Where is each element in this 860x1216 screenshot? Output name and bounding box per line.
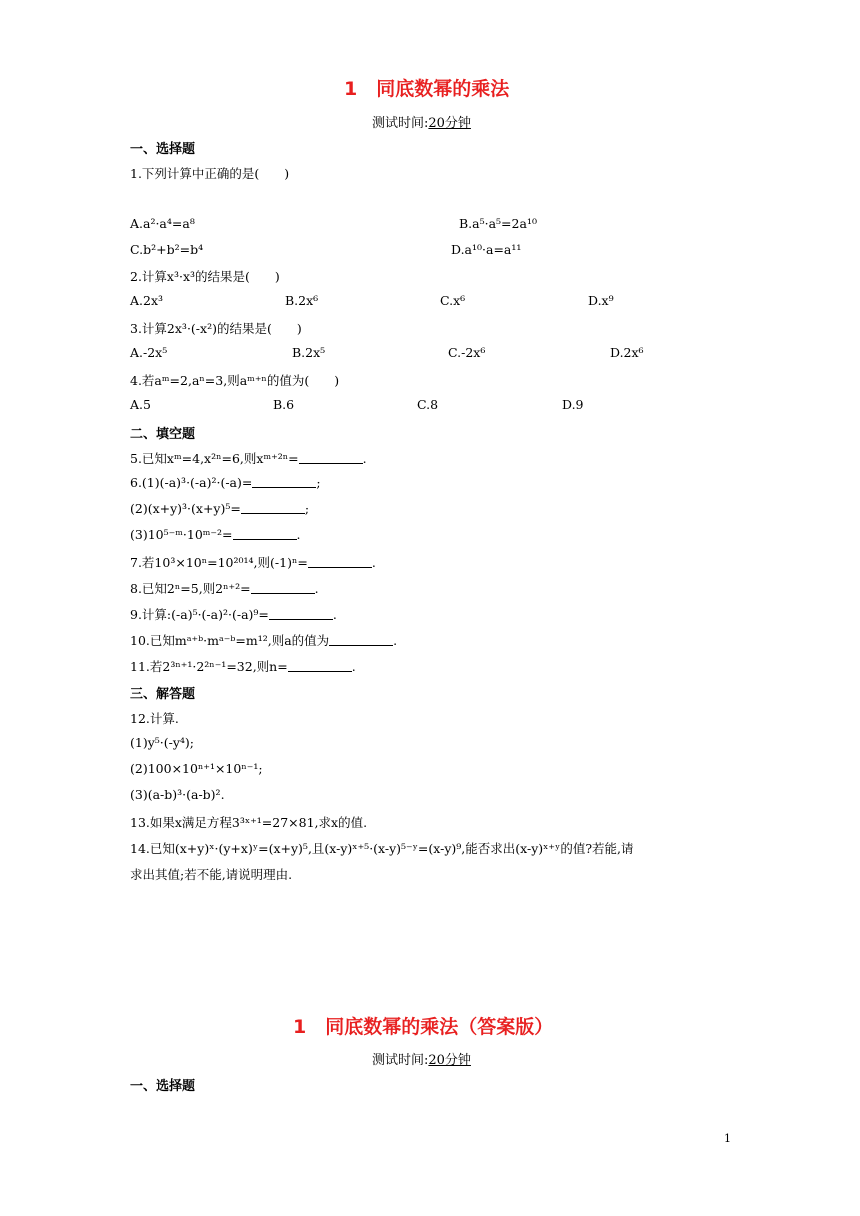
question-6-1: 6.(1)(-a)³·(-a)²·(-a)= ; bbox=[130, 475, 321, 490]
q4-option-c: C.8 bbox=[417, 397, 439, 412]
q2-option-b: B.2x⁶ bbox=[285, 293, 319, 308]
section-answer: 三、解答题 bbox=[130, 687, 196, 702]
q3-option-c: C.-2x⁶ bbox=[448, 345, 486, 360]
q1-option-d: D.a¹⁰·a=a¹¹ bbox=[451, 242, 522, 257]
q6-1-text: 6.(1)(-a)³·(-a)²·(-a)= bbox=[130, 475, 253, 490]
answer-blank[interactable] bbox=[269, 609, 333, 620]
question-6-3: (3)10⁵⁻ᵐ·10ᵐ⁻²= . bbox=[130, 527, 301, 542]
section-fill: 二、填空题 bbox=[130, 427, 196, 442]
q2-option-c: C.x⁶ bbox=[440, 293, 466, 308]
answer-blank[interactable] bbox=[251, 583, 315, 594]
question-10: 10.已知mᵃ⁺ᵇ·mᵃ⁻ᵇ=m¹²,则a的值为 . bbox=[130, 633, 398, 648]
q11-text: 11.若2³ⁿ⁺¹·2²ⁿ⁻¹=32,则n= bbox=[130, 659, 288, 674]
q3-option-b: B.2x⁵ bbox=[292, 345, 326, 360]
answer-blank[interactable] bbox=[329, 635, 393, 646]
q4-option-b: B.6 bbox=[273, 397, 295, 412]
q3-option-d: D.2x⁶ bbox=[610, 345, 644, 360]
test-time-label: 测试时间: bbox=[372, 116, 429, 131]
q2-option-a: A.2x³ bbox=[130, 293, 164, 308]
answer-blank[interactable] bbox=[288, 661, 352, 672]
question-6-2: (2)(x+y)³·(x+y)⁵= ; bbox=[130, 501, 310, 516]
question-14-line-2: 求出其值;若不能,请说明理由. bbox=[130, 867, 293, 882]
question-12: 12.计算. bbox=[130, 711, 179, 726]
question-4: 4.若aᵐ=2,aⁿ=3,则aᵐ⁺ⁿ的值为( ) bbox=[130, 373, 340, 388]
answer-time-label: 测试时间: bbox=[372, 1053, 429, 1068]
question-9: 9.计算:(-a)⁵·(-a)²·(-a)⁹= . bbox=[130, 607, 337, 622]
q4-option-d: D.9 bbox=[562, 397, 584, 412]
question-14-line-1: 14.已知(x+y)ˣ·(y+x)ʸ=(x+y)⁵,且(x-y)ˣ⁺⁵·(x-y)⁵⁻ʸ=(x-y)⁹,能否求出(x-y)ˣ⁺ʸ的值?若能,请 bbox=[130, 841, 634, 856]
question-3: 3.计算2x³·(-x²)的结果是( ) bbox=[130, 321, 302, 336]
answer-blank[interactable] bbox=[241, 503, 305, 514]
test-time bbox=[372, 112, 471, 131]
q5-text: 5.已知xᵐ=4,x²ⁿ=6,则xᵐ⁺²ⁿ= bbox=[130, 451, 299, 466]
q1-option-b: B.a⁵·a⁵=2a¹⁰ bbox=[459, 216, 537, 231]
question-12-3: (3)(a-b)³·(a-b)². bbox=[130, 787, 225, 802]
q10-text: 10.已知mᵃ⁺ᵇ·mᵃ⁻ᵇ=m¹²,则a的值为 bbox=[130, 633, 330, 648]
q4-option-a: A.5 bbox=[130, 397, 151, 412]
question-12-2: (2)100×10ⁿ⁺¹×10ⁿ⁻¹; bbox=[130, 761, 263, 776]
page-title: 1 同底数幂的乘法 bbox=[344, 78, 510, 100]
question-5: 5.已知xᵐ=4,x²ⁿ=6,则xᵐ⁺²ⁿ= . bbox=[130, 451, 367, 466]
q2-option-d: D.x⁹ bbox=[588, 293, 614, 308]
q3-option-a: A.-2x⁵ bbox=[130, 345, 168, 360]
test-time-value: 20分钟 bbox=[428, 116, 471, 131]
q6-2-text: (2)(x+y)³·(x+y)⁵= bbox=[130, 501, 241, 516]
question-1: 1.下列计算中正确的是( ) bbox=[130, 166, 290, 181]
answer-blank[interactable] bbox=[233, 529, 297, 540]
question-8: 8.已知2ⁿ=5,则2ⁿ⁺²= . bbox=[130, 581, 319, 596]
q1-option-a: A.a²·a⁴=a⁸ bbox=[130, 216, 195, 231]
answer-blank[interactable] bbox=[308, 557, 372, 568]
question-2: 2.计算x³·x³的结果是( ) bbox=[130, 269, 280, 284]
q6-3-text: (3)10⁵⁻ᵐ·10ᵐ⁻²= bbox=[130, 527, 233, 542]
question-11: 11.若2³ⁿ⁺¹·2²ⁿ⁻¹=32,则n= . bbox=[130, 659, 356, 674]
answer-title: 1 同底数幂的乘法（答案版） bbox=[293, 1016, 554, 1038]
question-7: 7.若10³×10ⁿ=10²⁰¹⁴,则(-1)ⁿ= . bbox=[130, 555, 376, 570]
answer-section-choice: 一、选择题 bbox=[130, 1079, 196, 1094]
question-12-1: (1)y⁵·(-y⁴); bbox=[130, 735, 195, 750]
answer-blank[interactable] bbox=[252, 477, 316, 488]
answer-test-time bbox=[372, 1049, 471, 1068]
answer-blank[interactable] bbox=[299, 453, 363, 464]
q7-text: 7.若10³×10ⁿ=10²⁰¹⁴,则(-1)ⁿ= bbox=[130, 555, 308, 570]
answer-time-value: 20分钟 bbox=[428, 1053, 471, 1068]
question-13: 13.如果x满足方程3³ˣ⁺¹=27×81,求x的值. bbox=[130, 815, 368, 830]
q9-text: 9.计算:(-a)⁵·(-a)²·(-a)⁹= bbox=[130, 607, 269, 622]
section-choice: 一、选择题 bbox=[130, 142, 196, 157]
q8-text: 8.已知2ⁿ=5,则2ⁿ⁺²= bbox=[130, 581, 251, 596]
page-number: 1 bbox=[724, 1132, 731, 1145]
q1-option-c: C.b²+b²=b⁴ bbox=[130, 242, 204, 257]
